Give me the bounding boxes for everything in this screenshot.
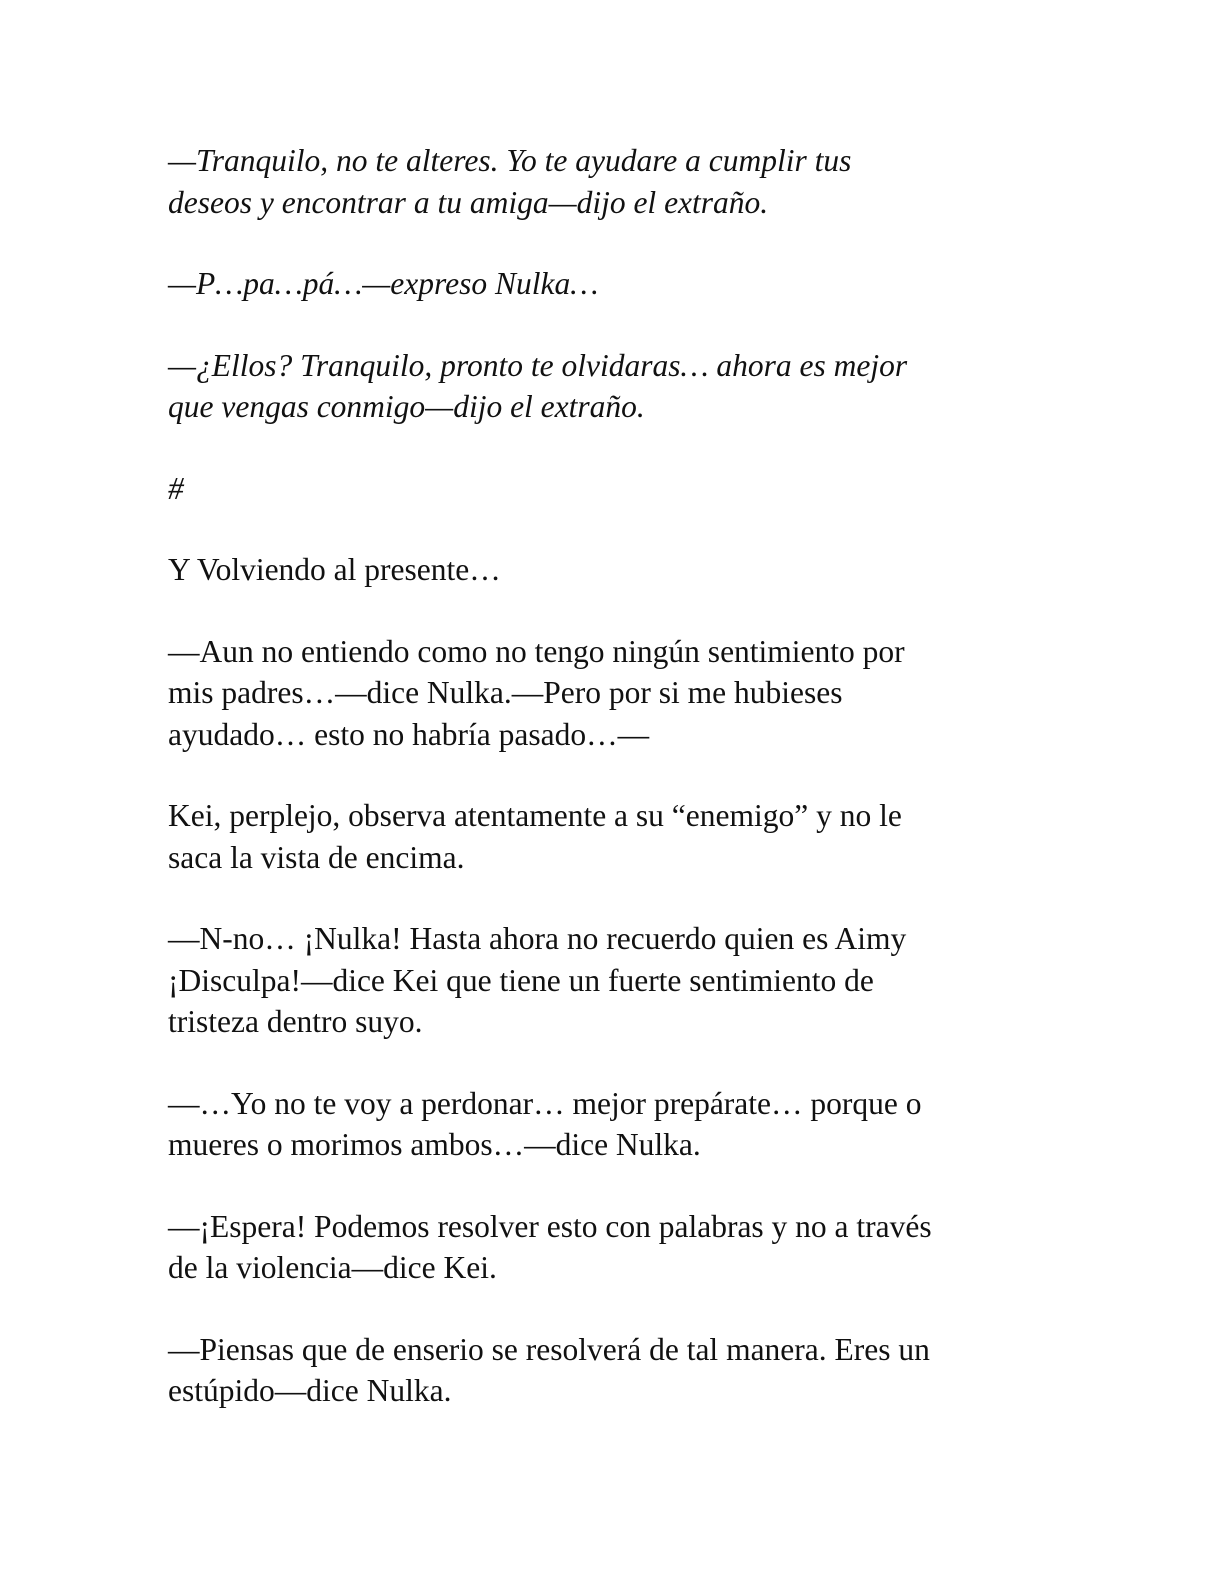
text-line: saca la vista de encima.: [168, 839, 465, 875]
paragraph: [168, 263, 1048, 305]
text-line: deseos y encontrar a tu amiga—dijo el extraño.: [168, 184, 769, 220]
paragraph: [168, 549, 1048, 591]
paragraph: [168, 631, 1048, 756]
scene-break: [168, 468, 1048, 510]
document-page: [168, 140, 1048, 1452]
text-line: —Tranquilo, no te alteres. Yo te ayudare a cumplir tus: [168, 143, 852, 178]
text-line: que vengas conmigo—dijo el extraño.: [168, 389, 645, 424]
text-line: ayudado… esto no habría pasado…—: [168, 716, 650, 752]
text-line: Y Volviendo al presente…: [168, 552, 501, 587]
paragraph: [168, 1329, 1048, 1412]
paragraph: [168, 1083, 1048, 1166]
text-line: estúpido—dice Nulka.: [168, 1373, 452, 1408]
paragraph: [168, 918, 1048, 1043]
text-line: mueres o morimos ambos…—dice Nulka.: [168, 1127, 701, 1162]
text-line: tristeza dentro suyo.: [168, 1004, 423, 1039]
text-line: —¡Espera! Podemos resolver esto con palabras y no a través: [168, 1208, 932, 1244]
text-line: —¿Ellos? Tranquilo, pronto te olvidaras… ahora es mejor: [168, 347, 908, 383]
paragraph: [168, 345, 1048, 428]
text-line: #: [168, 470, 184, 506]
text-line: —P…pa…pá…—expreso Nulka…: [168, 266, 599, 301]
text-line: Kei, perplejo, observa atentamente a su “enemigo” y no le: [168, 798, 902, 833]
text-line: —N-no… ¡Nulka! Hasta ahora no recuerdo quien es Aimy: [168, 921, 907, 956]
text-line: ¡Disculpa!—dice Kei que tiene un fuerte sentimiento de: [168, 962, 874, 998]
paragraph: [168, 140, 1048, 223]
text-line: de la violencia—dice Kei.: [168, 1250, 497, 1285]
text-line: —Aun no entiendo como no tengo ningún sentimiento por: [168, 633, 905, 669]
text-line: —…Yo no te voy a perdonar… mejor prepárate… porque o: [168, 1085, 922, 1121]
text-line: —Piensas que de enserio se resolverá de tal manera. Eres un: [168, 1331, 930, 1367]
paragraph: [168, 1206, 1048, 1289]
paragraph: [168, 795, 1048, 878]
text-line: mis padres…—dice Nulka.—Pero por si me hubieses: [168, 675, 843, 710]
